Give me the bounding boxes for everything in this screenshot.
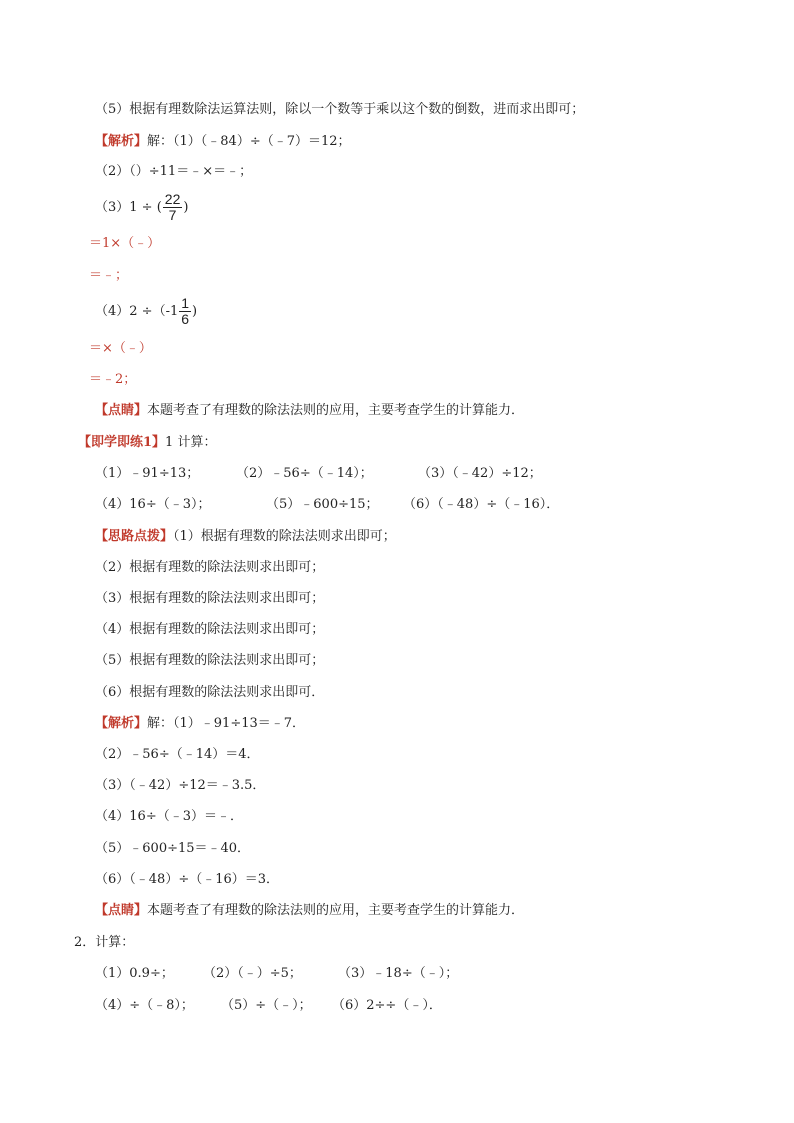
fraction-22-7 xyxy=(163,192,183,223)
practice-title: 1 计算： xyxy=(165,435,217,450)
hint-step-4: （4）根据有理数的除法法则求出即可； xyxy=(95,622,325,637)
q2-problem-3: （3）﹣18÷（﹣）； xyxy=(338,966,459,981)
answer-step-3: （3）（﹣42）÷12＝﹣3.5． xyxy=(95,778,266,793)
practice-tag: 【即学即练1】 xyxy=(78,435,166,450)
hint-step-5: （5）根据有理数的除法法则求出即可； xyxy=(95,653,325,668)
problem-6: （6）（﹣48）÷（﹣16）． xyxy=(403,497,560,512)
hint-step-3: （3）根据有理数的除法法则求出即可； xyxy=(95,591,325,606)
comment-text-2: 本题考查了有理数的除法法则的应用，主要考查学生的计算能力． xyxy=(147,903,525,918)
analysis-tag: 【解析】 xyxy=(95,134,148,149)
method-step-5: （5）根据有理数除法运算法则，除以一个数等于乘以这个数的倒数，进而求出即可； xyxy=(95,102,585,117)
problem-3: （3）（﹣42）÷12； xyxy=(418,466,542,481)
answer-line xyxy=(95,715,305,733)
q2-problem-6: （6）2÷÷（﹣）． xyxy=(332,998,442,1013)
answer-text: 解：（1）﹣91÷13＝﹣7． xyxy=(147,716,306,731)
answer-step-4: （4）16÷（﹣3）＝﹣． xyxy=(95,809,243,824)
fraction-1-6 xyxy=(179,296,191,327)
step-4-prefix: （4）2 ÷（-1 xyxy=(95,304,179,319)
comment-line xyxy=(95,402,524,420)
practice-heading xyxy=(78,434,216,452)
step-3-line-3: ＝﹣； xyxy=(89,268,129,283)
answer-tag: 【解析】 xyxy=(95,716,148,731)
step-4-line-2: ＝×（﹣） xyxy=(89,341,152,356)
fraction-numerator: 1 xyxy=(181,295,190,311)
hint-step-6: （6）根据有理数的除法法则求出即可． xyxy=(95,685,325,700)
step-4-suffix: ) xyxy=(192,304,198,319)
question-2-heading: 2．计算： xyxy=(74,935,135,950)
solution-step-3 xyxy=(95,192,188,223)
answer-step-6: （6）（﹣48）÷（﹣16）＝3． xyxy=(95,872,280,887)
q2-problem-2: （2）（﹣）÷5； xyxy=(203,966,302,981)
comment-text: 本题考查了有理数的除法法则的应用，主要考查学生的计算能力． xyxy=(147,403,525,418)
fraction-numerator: 22 xyxy=(164,191,181,207)
q2-problem-1: （1）0.9÷； xyxy=(95,966,174,981)
answer-step-5: （5）﹣600÷15＝﹣40． xyxy=(95,841,251,856)
hint-tag: 【思路点拨】 xyxy=(95,529,174,544)
q2-problem-4: （4）÷（﹣8）； xyxy=(95,998,194,1013)
step-3-suffix: ) xyxy=(183,200,189,215)
analysis-text: 解：（1）（﹣84）÷（﹣7）＝12； xyxy=(147,134,351,149)
analysis-line xyxy=(95,133,351,151)
answer-step-2: （2）﹣56÷（﹣14）＝4． xyxy=(95,747,260,762)
step-3-prefix: （3）1 ÷ ( xyxy=(95,200,162,215)
fraction-denominator: 6 xyxy=(181,311,190,327)
hint-line xyxy=(95,528,396,546)
hint-step-2: （2）根据有理数的除法法则求出即可； xyxy=(95,560,325,575)
comment-tag: 【点睛】 xyxy=(95,403,148,418)
fraction-denominator: 7 xyxy=(168,207,177,223)
problem-1: （1）﹣91÷13； xyxy=(95,466,200,481)
problem-2: （2）﹣56÷（﹣14）； xyxy=(236,466,373,481)
comment-line-2 xyxy=(95,902,524,920)
comment-tag-2: 【点睛】 xyxy=(95,903,148,918)
problem-4: （4）16÷（﹣3）； xyxy=(95,497,211,512)
step-4-line-3: ＝﹣2； xyxy=(89,372,137,387)
step-3-line-2: ＝1×（﹣） xyxy=(89,236,161,251)
solution-step-4 xyxy=(95,296,197,328)
problem-5: （5）﹣600÷15； xyxy=(266,497,379,512)
q2-problem-5: （5）÷（﹣）； xyxy=(221,998,312,1013)
hint-text: （1）根据有理数的除法法则求出即可； xyxy=(173,529,396,544)
solution-step-2: （2）（）÷11＝﹣×＝﹣； xyxy=(95,164,253,179)
